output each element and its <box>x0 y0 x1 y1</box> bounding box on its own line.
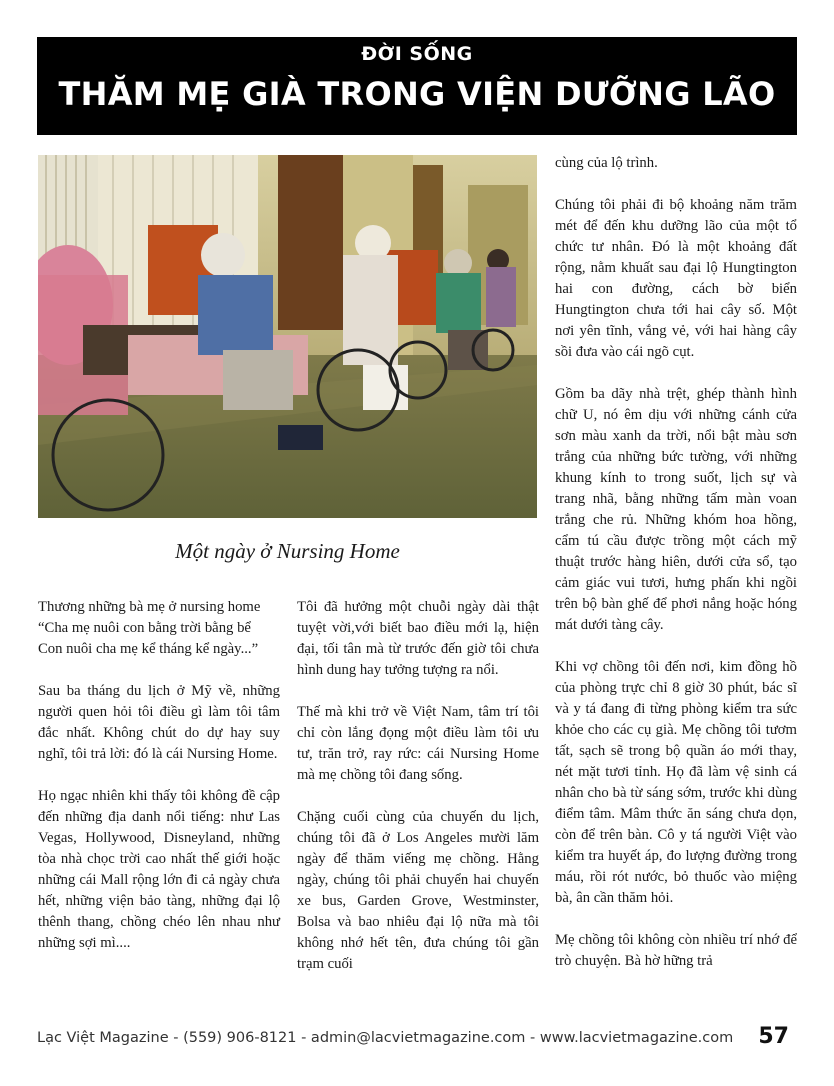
article-column-3 <box>555 153 797 972</box>
nursing-home-photo <box>38 155 537 518</box>
article-paragraph: Khi vợ chồng tôi đến nơi, kim đồng hồ của phòng trực chỉ 8 giờ 30 phút, bác sĩ và y tá đang đi từng phòng kiểm tra sức khỏe cho các cụ già. Mẹ chồng tôi tươm tất, sạch sẽ trong bộ quần áo mới thay, nét mặt tươi tỉnh. Họ đã làm vệ sinh cá nhân cho bà từ sáng sớm, trước khi dùng điểm tâm. Mâm thức ăn sáng chưa dọn, còn để trên bàn. Cô y tá người Việt vào kiểm tra huyết áp, đo lượng đường trong máu, rồi rót nước, bỏ thuốc vào miệng bà, ân cần thăm hỏi. <box>555 659 797 906</box>
article-header <box>37 37 797 135</box>
article-paragraph: Sau ba tháng du lịch ở Mỹ về, những người quen hỏi tôi điều gì làm tôi tâm đắc nhất. Không chút do dự hay suy nghĩ, tôi trả lời: đó là cái Nursing Home. <box>38 683 280 762</box>
article-paragraph: Tôi đã hưởng một chuỗi ngày dài thật tuyệt vời,với biết bao điều mới lạ, hiện đại, tối tân mà từ trước đến giờ tôi chưa hình dung hay tưởng tượng ra nổi. <box>297 599 539 678</box>
page-title: THĂM MẸ GIÀ TRONG VIỆN DƯỠNG LÃO <box>58 75 776 113</box>
article-paragraph: Chặng cuối cùng của chuyến du lịch, chúng tôi đã ở Los Angeles mười lăm ngày để thăm viếng mẹ chồng. Hằng ngày, chúng tôi phải chuyển hai chuyến xe bus, Garden Grove, Westminster, Bolsa và bao nhiêu đại lộ nữa mà tôi không nhớ hết tên, đưa chúng tôi gần trạm cuối <box>297 809 539 972</box>
page-number: 57 <box>758 1024 789 1049</box>
footer-contact: Lạc Việt Magazine - (559) 906-8121 - admin@lacvietmagazine.com - www.lacvietmagazine.com <box>37 1030 734 1046</box>
section-label: ĐỜI SỐNG <box>361 43 473 65</box>
intro-paragraph: Thương những bà mẹ ở nursing home “Cha mẹ nuôi con bằng trời bằng bể Con nuôi cha mẹ kể tháng kể ngày...” <box>38 599 261 657</box>
article-paragraph: cùng của lộ trình. <box>555 155 658 171</box>
page-footer <box>37 1026 797 1052</box>
article-paragraph: Thế mà khi trở về Việt Nam, tâm trí tôi chỉ còn lắng đọng một điều làm tôi ưu tư, trăn trở, ray rức: cái Nursing Home mà mẹ chồng tôi đang sống. <box>297 704 539 783</box>
article-paragraph: Mẹ chồng tôi không còn nhiều trí nhớ để trò chuyện. Bà hờ hững trả <box>555 932 797 969</box>
photo-caption: Một ngày ở Nursing Home <box>175 539 400 563</box>
article-paragraph: Chúng tôi phải đi bộ khoảng năm trăm mét để đến khu dưỡng lão của một tổ chức tư nhân. Đó là một khoảng đất rộng, nằm khuất sau đại lộ Hungtington hai con đường, cách bờ biển Hungtington chưa tới hai cây số. Một nơi yên tĩnh, vắng vẻ, với hai hàng cây sồi đưa vào cái ngõ cụt. <box>555 197 797 360</box>
article-column-2 <box>297 597 539 975</box>
article-paragraph: Họ ngạc nhiên khi thấy tôi không đề cập đến những địa danh nổi tiếng: như Las Vegas, Hollywood, Disneyland, những tòa nhà chọc trời cao nhất thế giới hoặc những cái Mall rộng lớn đi cả ngày chưa hết, những viện bảo tàng, những đại lộ thênh thang, chồng chéo lên nhau như những sợi mì.... <box>38 788 280 951</box>
article-paragraph: Gồm ba dãy nhà trệt, ghép thành hình chữ U, nó êm dịu với những cánh cửa sơn màu xanh da trời, nổi bật màu sơn trắng của những bức tường, với những khung kính to trong suốt, lịch sự và trang nhã, bằng những tấm màn voan trắng che rủ. Những khóm hoa hồng, cẩm tú cầu được trồng một cách mỹ thuật trước hàng hiên, dưới cửa sổ, tạo cảm giác vui tươi, hưng phấn khi ngồi trên bộ bàn ghế để phơi nắng hoặc hóng mát dưới tàng cây. <box>555 386 797 633</box>
article-column-1 <box>38 597 280 954</box>
